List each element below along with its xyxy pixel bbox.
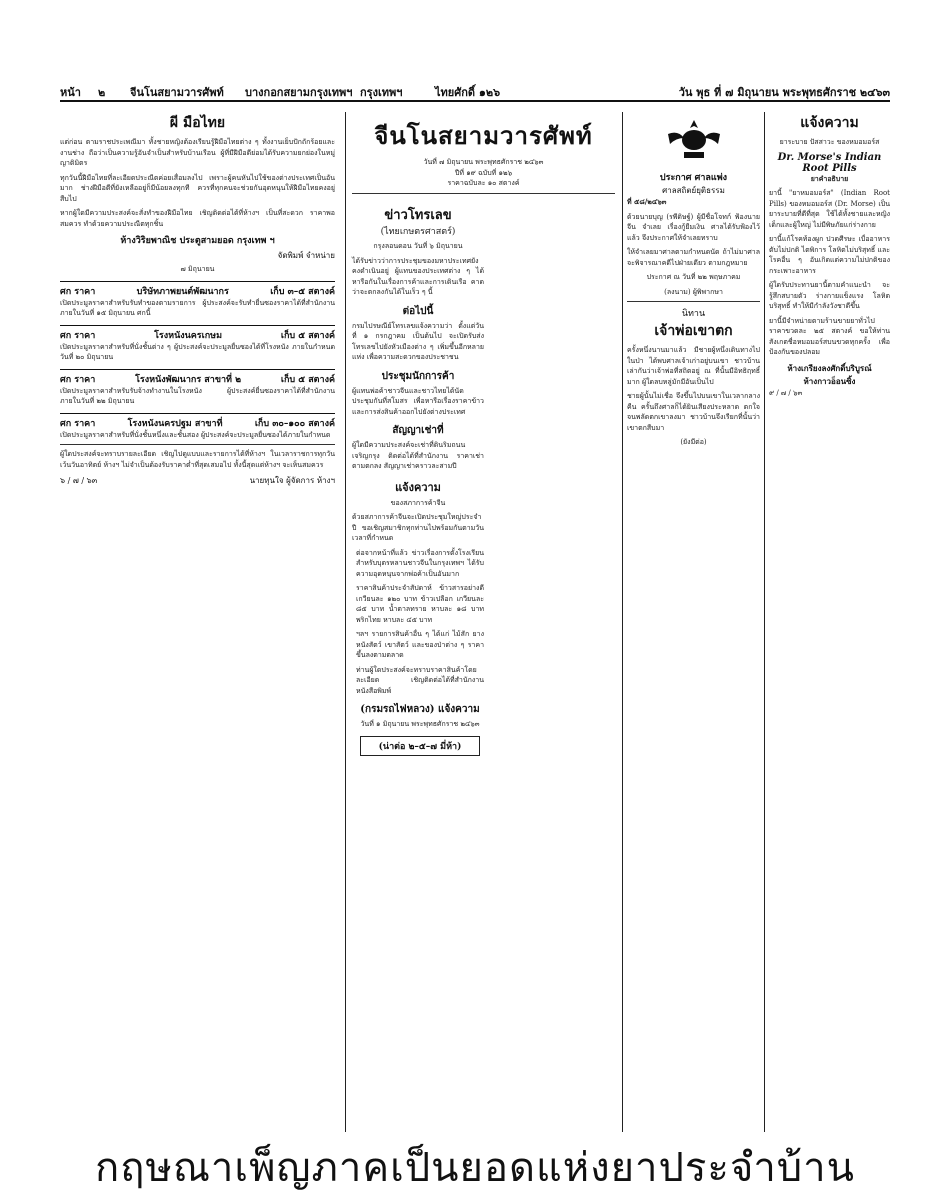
tender3-body: เปิดประมูลราคาสำหรับรับจ้างทำงานในโรงหนัง ผู้ประสงค์ยื่นซองราคาได้ที่สำนักงาน ภายในวันที่ ๒๒ มิถุนายน bbox=[60, 386, 335, 405]
year-label: ไทยศักดิ์ ๑๒๖ bbox=[435, 86, 501, 99]
announce-title: แจ้งความ bbox=[395, 480, 441, 494]
col1-para3: หากผู้ใดมีความประสงค์จะสั่งทำของฝีมือไทย เชิญติดต่อได้ที่ห้างฯ เป็นที่สะดวก ราคาพอสมควร ทำด้วยความประณีตทุกชิ้น bbox=[60, 209, 335, 228]
tender1-title: ศก ราคา bbox=[60, 286, 96, 297]
col4-body1: ยานี้ "ยาหมอมอร์ส" (Indian Root Pills) ของหมอมอร์ส (Dr. Morse) เป็นยาระบายที่ดีที่สุด ใช้ได้ทั้งชายและหญิง เด็กและผู้ใหญ่ ไม่มีพิษภัยแก่ร่างกาย bbox=[769, 189, 890, 229]
tender2-name: โรงหนังนครเกษม bbox=[154, 330, 223, 341]
sec3-title: ประชุมนักการค้า bbox=[381, 370, 455, 382]
tender1-amount: เก็บ ๓–๕ สตางค์ bbox=[270, 286, 335, 297]
sec2-title: ต่อไปนี้ bbox=[402, 305, 434, 317]
tender1-name: บริษัทภาพยนต์พัฒนากร bbox=[136, 286, 229, 297]
news-body: ได้รับข่าวว่าการประชุมของมหาประเทศยังคงดำเนินอยู่ ผู้แทนของประเทศต่าง ๆ ได้หารือกันในเรื่องการค้าและการเดินเรือ คาดว่าจะตกลงกันได้ในเร็ว ๆ นี้ bbox=[352, 256, 484, 296]
right-body1: ต่อจากหน้าที่แล้ว ข่าวเรื่องการตั้งโรงเรียนสำหรับบุตรหลานชาวจีนในกรุงเทพฯ ได้รับความอุดหนุนจากพ่อค้าเป็นอันมาก bbox=[356, 548, 484, 578]
ad-body: วันที่ ๑ มิถุนายน พระพุทธศักราช ๒๔๖๓ bbox=[360, 720, 480, 728]
story-head: นิทาน bbox=[681, 309, 706, 319]
tender2-title: ศก ราคา bbox=[60, 330, 96, 341]
tender-block-3 bbox=[60, 369, 335, 407]
col1-sign-date: ๖ / ๗ / ๖๓ bbox=[60, 476, 98, 485]
date-right: วัน พุธ ที่ ๗ มิถุนายน พระพุทธศักราช ๒๔๖๓ bbox=[678, 86, 890, 99]
right-body3: ฯลฯ รายการสินค้าอื่น ๆ ได้แก่ ไม้สัก ยาง หนังสัตว์ เขาสัตว์ และของป่าต่าง ๆ ราคาขึ้นลงตามตลาด bbox=[356, 630, 484, 659]
city-label: บางกอกสยามกรุงเทพฯ bbox=[245, 86, 353, 99]
news-byline: กรุงลอนดอน วันที่ ๖ มิถุนายน bbox=[373, 242, 463, 250]
sec3-body: ผู้แทนพ่อค้าชาวจีนและชาวไทยได้นัดประชุมกันที่สโมสร เพื่อหารือเรื่องราคาข้าวและการส่งสินค้าออกไปยังต่างประเทศ bbox=[352, 386, 484, 416]
story-title: เจ้าพ่อเขาตก bbox=[654, 323, 733, 339]
col1-sign: นายทุนใจ ผู้จัดการ ห้างฯ bbox=[249, 476, 335, 485]
case-number: ที่ ๕๘/๒๔๖๓ bbox=[627, 197, 667, 206]
column-two bbox=[345, 112, 615, 1132]
col3-sign: ประกาศ ณ วันที่ ๒๒ พฤษภาคม bbox=[646, 273, 741, 281]
col4-sub1: ยาระบาย ปัสสาวะ ของหมอมอร์ส bbox=[779, 138, 880, 146]
col3-body5: (ยังมีต่อ) bbox=[680, 438, 707, 446]
col4-title: แจ้งความ bbox=[800, 115, 859, 131]
tender3-name: โรงหนังพัฒนากร สาขาที่ ๒ bbox=[135, 374, 242, 385]
shop-line: ห้างวิริยพาณิช ประตูสามยอด กรุงเทพ ฯ bbox=[120, 236, 275, 246]
right-body2: ราคาสินค้าประจำสัปดาห์ ข้าวสารอย่างดี เกวียนละ ๑๒๐ บาท ข้าวเปลือก เกวียนละ ๘๕ บาท น้ำตาลทราย หาบละ ๑๘ บาท พริกไทย หาบละ ๔๕ บาท bbox=[356, 584, 484, 624]
col4-en2: Root Pills bbox=[802, 162, 857, 174]
tender-block-2 bbox=[60, 325, 335, 363]
col4-shop: ห้างเกรียงลงศักดิ์บริบูรณ์ bbox=[787, 362, 872, 373]
sec2-body: กรมไปรษณีย์โทรเลขแจ้งความว่า ตั้งแต่วันที่ ๑ กรกฎาคม เป็นต้นไป จะเปิดรับส่งโทรเลขไปยังหัวเมืองต่าง ๆ เพิ่มขึ้นอีกหลายแห่ง เพื่อความสะดวกของประชาชน bbox=[352, 321, 484, 361]
mast-line1: วันที่ ๗ มิถุนายน พระพุทธศักราช ๒๔๖๓ bbox=[423, 158, 544, 166]
shop-sign: จัดพิมพ์ จำหน่าย bbox=[277, 251, 335, 260]
page-label: หน้า bbox=[60, 86, 81, 99]
col1-para2: ทุกวันนี้ฝีมือไทยที่ละเอียดประณีตค่อยเสื่อมลงไป เพราะผู้คนหันไปใช้ของต่างประเทศเป็นอันมาก ช่างฝีมือดีที่ยังเหลืออยู่ก็มีน้อยลงทุกที ควรที่ทุกคนจะช่วยกันอุดหนุนให้ฝีมือไทยคงอยู่สืบไป bbox=[60, 173, 335, 203]
tender-block-4 bbox=[60, 413, 335, 441]
mast-line3: ราคาฉบับละ ๑๐ สตางค์ bbox=[447, 179, 520, 187]
col4-shop2: ห้างกาวอ็อนซิ้ง bbox=[803, 375, 856, 386]
tender1-body: เปิดประมูลราคาสำหรับรับทำของตามรายการ ผู้ประสงค์จะรับทำยื่นซองราคาได้ที่สำนักงาน ภายในวันที่ ๑๕ มิถุนายน ศกนี้ bbox=[60, 298, 335, 317]
col4-sub2: ยาคำอธิบาย bbox=[810, 173, 849, 183]
ad-title: (กรมรถไฟหลวง) แจ้งความ bbox=[360, 704, 480, 715]
col3-body2: ให้จำเลยมาศาลตามกำหนดนัด ถ้าไม่มาศาลจะพิจารณาคดีไปฝ่ายเดียว ตามกฎหมาย bbox=[627, 248, 760, 267]
page-header bbox=[60, 80, 890, 102]
notice-title: ประกาศ ศาลแพ่ง bbox=[659, 173, 728, 183]
col1-notice: ผู้ใดประสงค์จะทราบรายละเอียด เชิญไปดูแบบและรายการได้ที่ห้างฯ ในเวลาราชการทุกวัน เว้นวันอาทิตย์ ห้างฯ ไม่จำเป็นต้องรับราคาต่ำที่สุดเสมอไป ทั้งนี้สุดแต่ห้างฯ จะเห็นสมควร bbox=[60, 450, 335, 469]
column-one bbox=[60, 112, 335, 1132]
column-three bbox=[622, 112, 760, 1132]
masthead: จีนโนสยามวารศัพท์ bbox=[374, 121, 593, 150]
col3-sign2: (ลงนาม) ผู้พิพากษา bbox=[664, 287, 723, 296]
tender3-amount: เก็บ ๕ สตางค์ bbox=[280, 374, 335, 385]
sec4-body: ผู้ใดมีความประสงค์จะเช่าที่ดินริมถนนเจริญกรุง ติดต่อได้ที่สำนักงาน ราคาเช่าตามตกลง สัญญาเช่าคราวละสามปี bbox=[352, 441, 484, 470]
tender4-name: โรงหนังนครปฐม สาขาที่ bbox=[127, 418, 223, 429]
col4-en1: Dr. Morse's Indian bbox=[777, 151, 882, 163]
col4-body3: ผู้ใดรับประทานยานี้ตามคำแนะนำ จะรู้สึกสบายตัว ร่างกายแข็งแรง โลหิตบริสุทธิ์ ทำให้มีกำลังวังชาดีขึ้น bbox=[769, 281, 890, 310]
col3-body1: ด้วยนายบุญ (รพีดิษฐ์) ผู้มีชื่อโจทก์ ฟ้องนายจีน จำเลย เรื่องกู้ยืมเงิน ศาลได้รับฟ้องไว้แล้ว จึงประกาศให้จำเลยทราบ bbox=[627, 212, 760, 242]
col1-para1: แต่ก่อน ตามราชประเพณีมา ทั้งชายหญิงต้องเรียนรู้ฝีมือไทยต่าง ๆ ทั้งงานเย็บปักถักร้อยและงานช่าง ถือว่าเป็นความรู้อันจำเป็นสำหรับบ้านเรือน ผู้ที่มีฝีมือดีย่อมได้รับความยกย่องในหมู่ญาติมิตร bbox=[60, 138, 335, 167]
date-left: กรุงเทพฯ bbox=[360, 86, 403, 99]
tender4-title: ศก ราคา bbox=[60, 418, 96, 429]
tender3-title: ศก ราคา bbox=[60, 374, 96, 385]
news-title: ข่าวโทรเลข bbox=[384, 207, 452, 223]
announce-sub: ของสภาการค้าจีน bbox=[390, 498, 446, 507]
right-body4: ท่านผู้ใดประสงค์จะทราบราคาสินค้าโดยละเอียด เชิญติดต่อได้ที่สำนักงานหนังสือพิมพ์ bbox=[356, 665, 484, 695]
col3-body3: ครั้งหนึ่งนานมาแล้ว มีชายผู้หนึ่งเดินทางไปในป่า ได้พบศาลเจ้าเก่าอยู่บนเขา ชาวบ้านเล่ากันว่าเจ้าพ่อที่สถิตอยู่ ณ ที่นั้นมีอิทธิฤทธิ์มาก ผู้ใดลบหลู่มักมีอันเป็นไป bbox=[627, 346, 760, 386]
paper-name-header: จีนโนสยามวารศัพท์ bbox=[130, 86, 224, 99]
col4-body4: ยานี้มีจำหน่ายตามร้านขายยาทั่วไป ราคาขวดละ ๒๕ สตางค์ ขอให้ท่านสังเกตชื่อหมอมอร์สบนขวดทุกครั้ง เพื่อป้องกันของปลอม bbox=[769, 316, 890, 356]
col3-body4: ชายผู้นั้นไม่เชื่อ จึงขึ้นไปบนเขาในเวลากลางคืน ครั้นถึงศาลก็ได้ยินเสียงประหลาด ตกใจจนพลัดตกเขาลงมา ชาวบ้านจึงเรียกที่นั้นว่าเขาตกสืบมา bbox=[627, 392, 760, 432]
column-four bbox=[764, 112, 890, 1132]
tender4-amount: เก็บ ๓๐–๑๐๐ สตางค์ bbox=[254, 418, 335, 429]
announce-body: ด้วยสภาการค้าจีนจะเปิดประชุมใหญ่ประจำปี ขอเชิญสมาชิกทุกท่านไปพร้อมกันตามวันเวลาที่กำหนด bbox=[352, 513, 484, 542]
tender4-body: เปิดประมูลราคาสำหรับที่นั่งชั้นหนึ่งและชั้นสอง ผู้ประสงค์จะประมูลยื่นซองได้ภายในกำหนด bbox=[60, 430, 331, 439]
mast-line2: ปีที่ ๑๙ ฉบับที่ ๑๒๖ bbox=[454, 168, 513, 177]
col4-body2: ยานี้แก้โรคท้องผูก ปวดศีรษะ เบื่ออาหาร ตับไม่ปกติ ไตพิการ โลหิตไม่บริสุทธิ์ และโรคอื่น ๆ อันเกิดแต่ความไม่ปกติของกระเพาะอาหาร bbox=[769, 235, 890, 275]
col4-sign: ๙ / ๗ / ๖๓ bbox=[769, 388, 803, 397]
tender-block-1 bbox=[60, 281, 335, 319]
tender2-amount: เก็บ ๕ สตางค์ bbox=[280, 330, 335, 341]
date-small: ๗ มิถุนายน bbox=[180, 265, 215, 273]
continuation-stamp: (น่าต่อ ๒–๕–๗ มี่ห้า) bbox=[360, 736, 480, 756]
footer-slogan: กฤษณาเพ็ญภาคเป็นยอดแห่งยาประจำบ้าน bbox=[95, 1145, 855, 1191]
royal-crest-icon bbox=[664, 116, 724, 164]
page-number: ๒ bbox=[98, 86, 106, 99]
col1-title: ผี มือไทย bbox=[169, 115, 226, 131]
notice-sub: ศาลสถิตย์ยุติธรรม bbox=[662, 186, 725, 195]
news-sub: (ไทยเกษตรศาสตร์) bbox=[380, 226, 456, 237]
sec4-title: สัญญาเช่าที่ bbox=[392, 425, 444, 436]
tender2-body: เปิดประมูลราคาสำหรับที่นั่งชั้นต่าง ๆ ผู้ประสงค์จะประมูลยื่นซองได้ที่โรงหนัง ภายในกำหนดวันที่ ๒๐ มิถุนายน bbox=[60, 342, 335, 361]
